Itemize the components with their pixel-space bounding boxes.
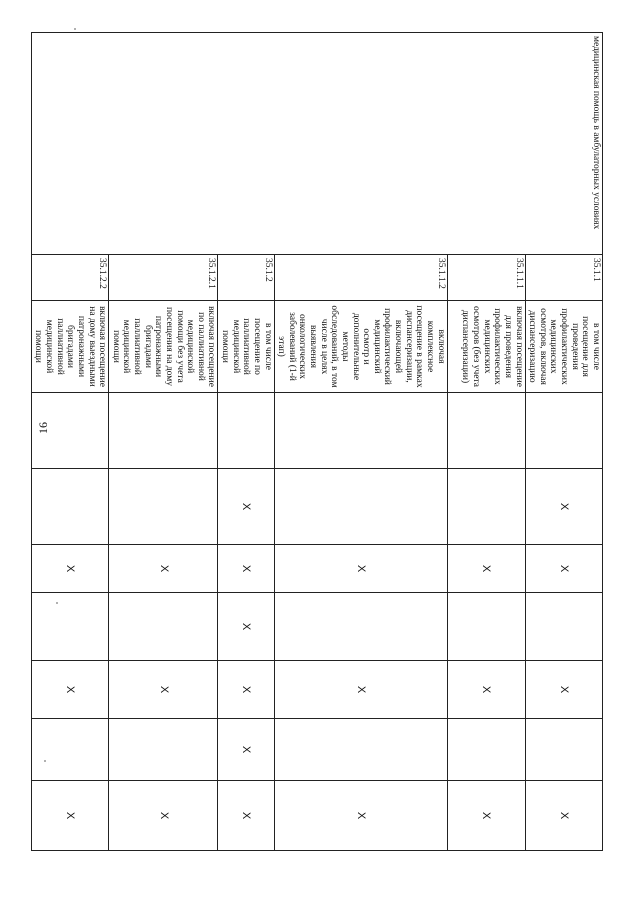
table-cell xyxy=(109,469,218,545)
table-cell xyxy=(274,593,447,661)
table-cell xyxy=(31,719,108,781)
scan-speck xyxy=(74,28,76,30)
row-code: 35.1.2.2 xyxy=(31,255,108,301)
table-cell: X xyxy=(109,661,218,719)
table-cell: X xyxy=(109,781,218,851)
row-label: включая посещение для проведения профилактических медицинских осмотров (без учета диспансеризации) xyxy=(447,301,525,393)
table-cell: X xyxy=(218,469,274,545)
table-cell: X xyxy=(31,781,108,851)
row-code: 35.1.2 xyxy=(218,255,274,301)
table-cell xyxy=(218,393,274,469)
table-cell xyxy=(109,719,218,781)
table-cell xyxy=(109,393,218,469)
data-table xyxy=(31,32,603,851)
table-cell: X xyxy=(218,593,274,661)
page-number: 16 xyxy=(36,422,50,434)
table-cell: X xyxy=(218,661,274,719)
row-code: 35.1.1 xyxy=(525,255,602,301)
table-cell: X xyxy=(274,781,447,851)
table-cell xyxy=(447,393,525,469)
table-cell: X xyxy=(274,661,447,719)
row-code: 35.1.2.1 xyxy=(109,255,218,301)
table-cell: X xyxy=(218,719,274,781)
table-cell xyxy=(274,719,447,781)
section-label: медицинская помощь в амбулаторных условиях xyxy=(31,33,602,255)
table-cell: X xyxy=(218,545,274,593)
table-cell: X xyxy=(31,545,108,593)
table-row xyxy=(525,33,602,851)
table-cell xyxy=(31,469,108,545)
table-cell xyxy=(274,469,447,545)
table-cell xyxy=(525,593,602,661)
table-cell: X xyxy=(525,545,602,593)
table-cell xyxy=(525,719,602,781)
table-cell xyxy=(447,469,525,545)
row-label: включая комплексное посещение в рамках диспансеризации, включающей профилактический медицинский осмотр и дополнительные методы обследований, в том числе в целях выявления онкологических заболеваний (1-й этап) xyxy=(274,301,447,393)
table-cell xyxy=(274,393,447,469)
table-cell: X xyxy=(447,781,525,851)
table-cell xyxy=(31,393,108,469)
table-cell: X xyxy=(218,781,274,851)
table-cell: X xyxy=(525,661,602,719)
table-cell: X xyxy=(447,545,525,593)
scan-speck xyxy=(44,760,46,762)
row-code: 35.1.1.2 xyxy=(274,255,447,301)
table-cell: X xyxy=(31,661,108,719)
table-cell xyxy=(31,593,108,661)
table-cell xyxy=(447,719,525,781)
table-cell: X xyxy=(525,781,602,851)
scan-speck xyxy=(56,602,58,604)
row-code: 35.1.1.1 xyxy=(447,255,525,301)
row-label: включая посещение по паллиативной медицинской помощи без учета посещения на дому патронажными бригадами паллиативной медицинской помощи xyxy=(109,301,218,393)
table-cell: X xyxy=(525,469,602,545)
row-label: включая посещение на дому выездными патронажными бригадами паллиативной медицинской помощи xyxy=(31,301,108,393)
table-cell xyxy=(525,393,602,469)
table-cell xyxy=(109,593,218,661)
table-cell: X xyxy=(447,661,525,719)
row-label: в том числе посещение для проведения профилактических медицинских осмотров, включая диспансеризацию xyxy=(525,301,602,393)
table-cell xyxy=(447,593,525,661)
table-cell: X xyxy=(274,545,447,593)
row-label: в том числе посещение по паллиативной медицинской помощи xyxy=(218,301,274,393)
table-cell: X xyxy=(109,545,218,593)
